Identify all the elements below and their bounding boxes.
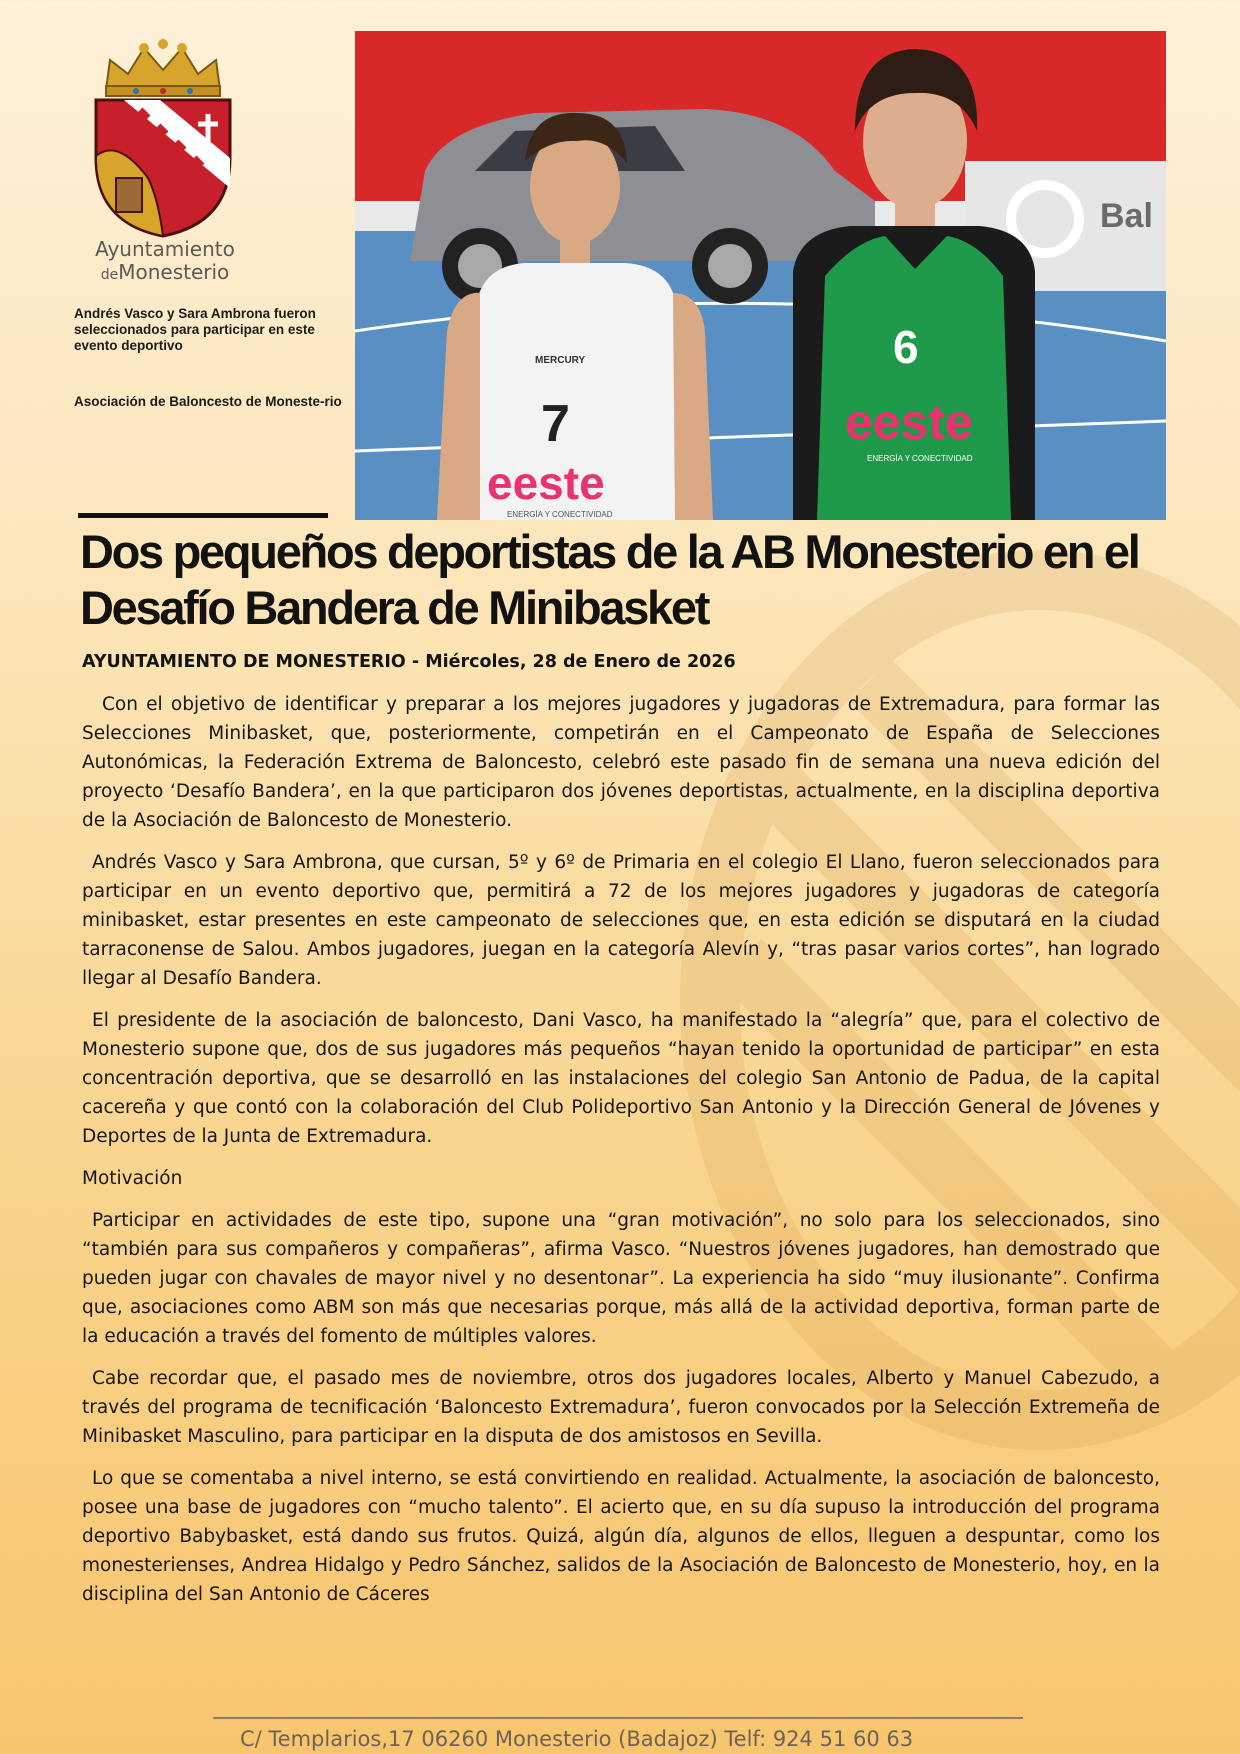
girl-jersey-tagline: ENERGÍA Y CONECTIVIDAD	[867, 454, 973, 463]
article-byline: AYUNTAMIENTO DE MONESTERIO - Miércoles, 28 de Enero de 2026	[82, 652, 736, 672]
council-name-de: de	[100, 267, 119, 283]
article-paragraph: Andrés Vasco y Sara Ambrona, que cursan, 5º y 6º de Primaria en el colegio El Llano, fueron seleccionados para participar en un evento deportivo que, permitirá a 72 de los mejores jugadores y jugadoras de categoría minibasket, estar presentes en este campeonato de selecciones que, en esta edición se disputará en la ciudad tarraconense de Salou. Ambos jugadores, juegan en la categoría Alevín y, “tras pasar varios cortes”, han logrado llegar al Desafío Bandera.	[82, 852, 1160, 989]
girl-jersey-number: 6	[893, 321, 919, 373]
boy-jersey-number: 7	[541, 395, 570, 453]
banner-text: Bal	[1100, 197, 1153, 235]
council-name	[60, 238, 270, 287]
footer-address: C/ Templarios,17 06260 Monesterio (Badajoz) Telf: 924 51 60 63	[240, 1727, 914, 1751]
section-heading: Motivación	[82, 1168, 183, 1189]
coat-of-arms-icon	[88, 38, 238, 238]
headline-rule	[78, 513, 328, 518]
article-paragraph: Lo que se comentaba a nivel interno, se está convirtiendo en realidad. Actualmente, la asociación de baloncesto, posee una base de jugadores con “mucho talento”. El acierto que, en su día supuso la introducción del programa deportivo Babybasket, está dando sus frutos. Quizá, algún día, algunos de ellos, lleguen a despuntar, como los monesterienses, Andrea Hidalgo y Pedro Sánchez, salidos de la Asociación de Baloncesto de Monesterio, hoy, en la disciplina del San Antonio de Cáceres	[82, 1468, 1160, 1605]
article-photo	[355, 31, 1166, 520]
footer-divider	[213, 1717, 1023, 1719]
article-paragraph: Cabe recordar que, el pasado mes de noviembre, otros dos jugadores locales, Alberto y Manuel Cabezudo, a través del programa de tecnificación ‘Baloncesto Extremadura’, fueron convocados por la Selección Extremeña de Minibasket Masculino, para participar en la disputa de dos amistosos en Sevilla.	[82, 1368, 1160, 1447]
article-paragraph: El presidente de la asociación de baloncesto, Dani Vasco, ha manifestado la “alegría” que, para el colectivo de Monesterio supone que, dos de sus jugadores más pequeños “hayan tenido la oportunidad de participar” en esta concentración deportiva, que se desarrolló en las instalaciones del colegio San Antonio de Padua, de la capital cacereña y que contó con la colaboración del Club Polideportivo San Antonio y la Dirección General de Jóvenes y Deportes de la Junta de Extremadura.	[82, 1010, 1160, 1147]
council-name-line2: Monesterio	[118, 260, 230, 284]
article-body	[82, 690, 1160, 1622]
article-paragraph: Participar en actividades de este tipo, supone una “gran motivación”, no solo para los seleccionados, sino “también para sus compañeros y compañeras”, afirma Vasco. “Nuestros jóvenes jugadores, han demostrado que pueden jugar con chavales de mayor nivel y no desentonar”. La experiencia ha sido “muy ilusionante”. Confirma que, asociaciones como ABM son más que necesarias porque, más allá de la actividad deportiva, forman parte de la educación a través del fomento de múltiples valores.	[82, 1210, 1160, 1347]
crown-icon	[106, 39, 220, 96]
boy-jersey-tagline: ENERGÍA Y CONECTIVIDAD	[507, 510, 613, 519]
council-name-line1: Ayuntamiento	[95, 237, 235, 261]
boy-kit-brand: MERCURY	[535, 355, 586, 366]
boy-jersey-sponsor: eeste	[487, 457, 605, 509]
article-paragraph: Con el objetivo de identificar y preparar a los mejores jugadores y jugadoras de Extremadura, para formar las Selecciones Minibasket, que, posteriormente, competirán en el Campeonato de España de Selecciones Autonómicas, la Federación Extrema de Baloncesto, celebró este pasado fin de semana una nueva edición del proyecto ‘Desafío Bandera’, en la que participaron dos jóvenes deportistas, actualmente, en la disciplina deportiva de la Asociación de Baloncesto de Monesterio.	[82, 694, 1160, 831]
photo-credit: Asociación de Baloncesto de Moneste-rio	[74, 394, 342, 409]
girl-jersey-sponsor: eeste	[845, 394, 973, 450]
photo-caption: Andrés Vasco y Sara Ambrona fueron seleccionados para participar en este evento deportivo	[74, 306, 316, 353]
article-headline: Dos pequeños deportistas de la AB Monesterio en el Desafío Bandera de Minibasket	[80, 525, 1139, 634]
